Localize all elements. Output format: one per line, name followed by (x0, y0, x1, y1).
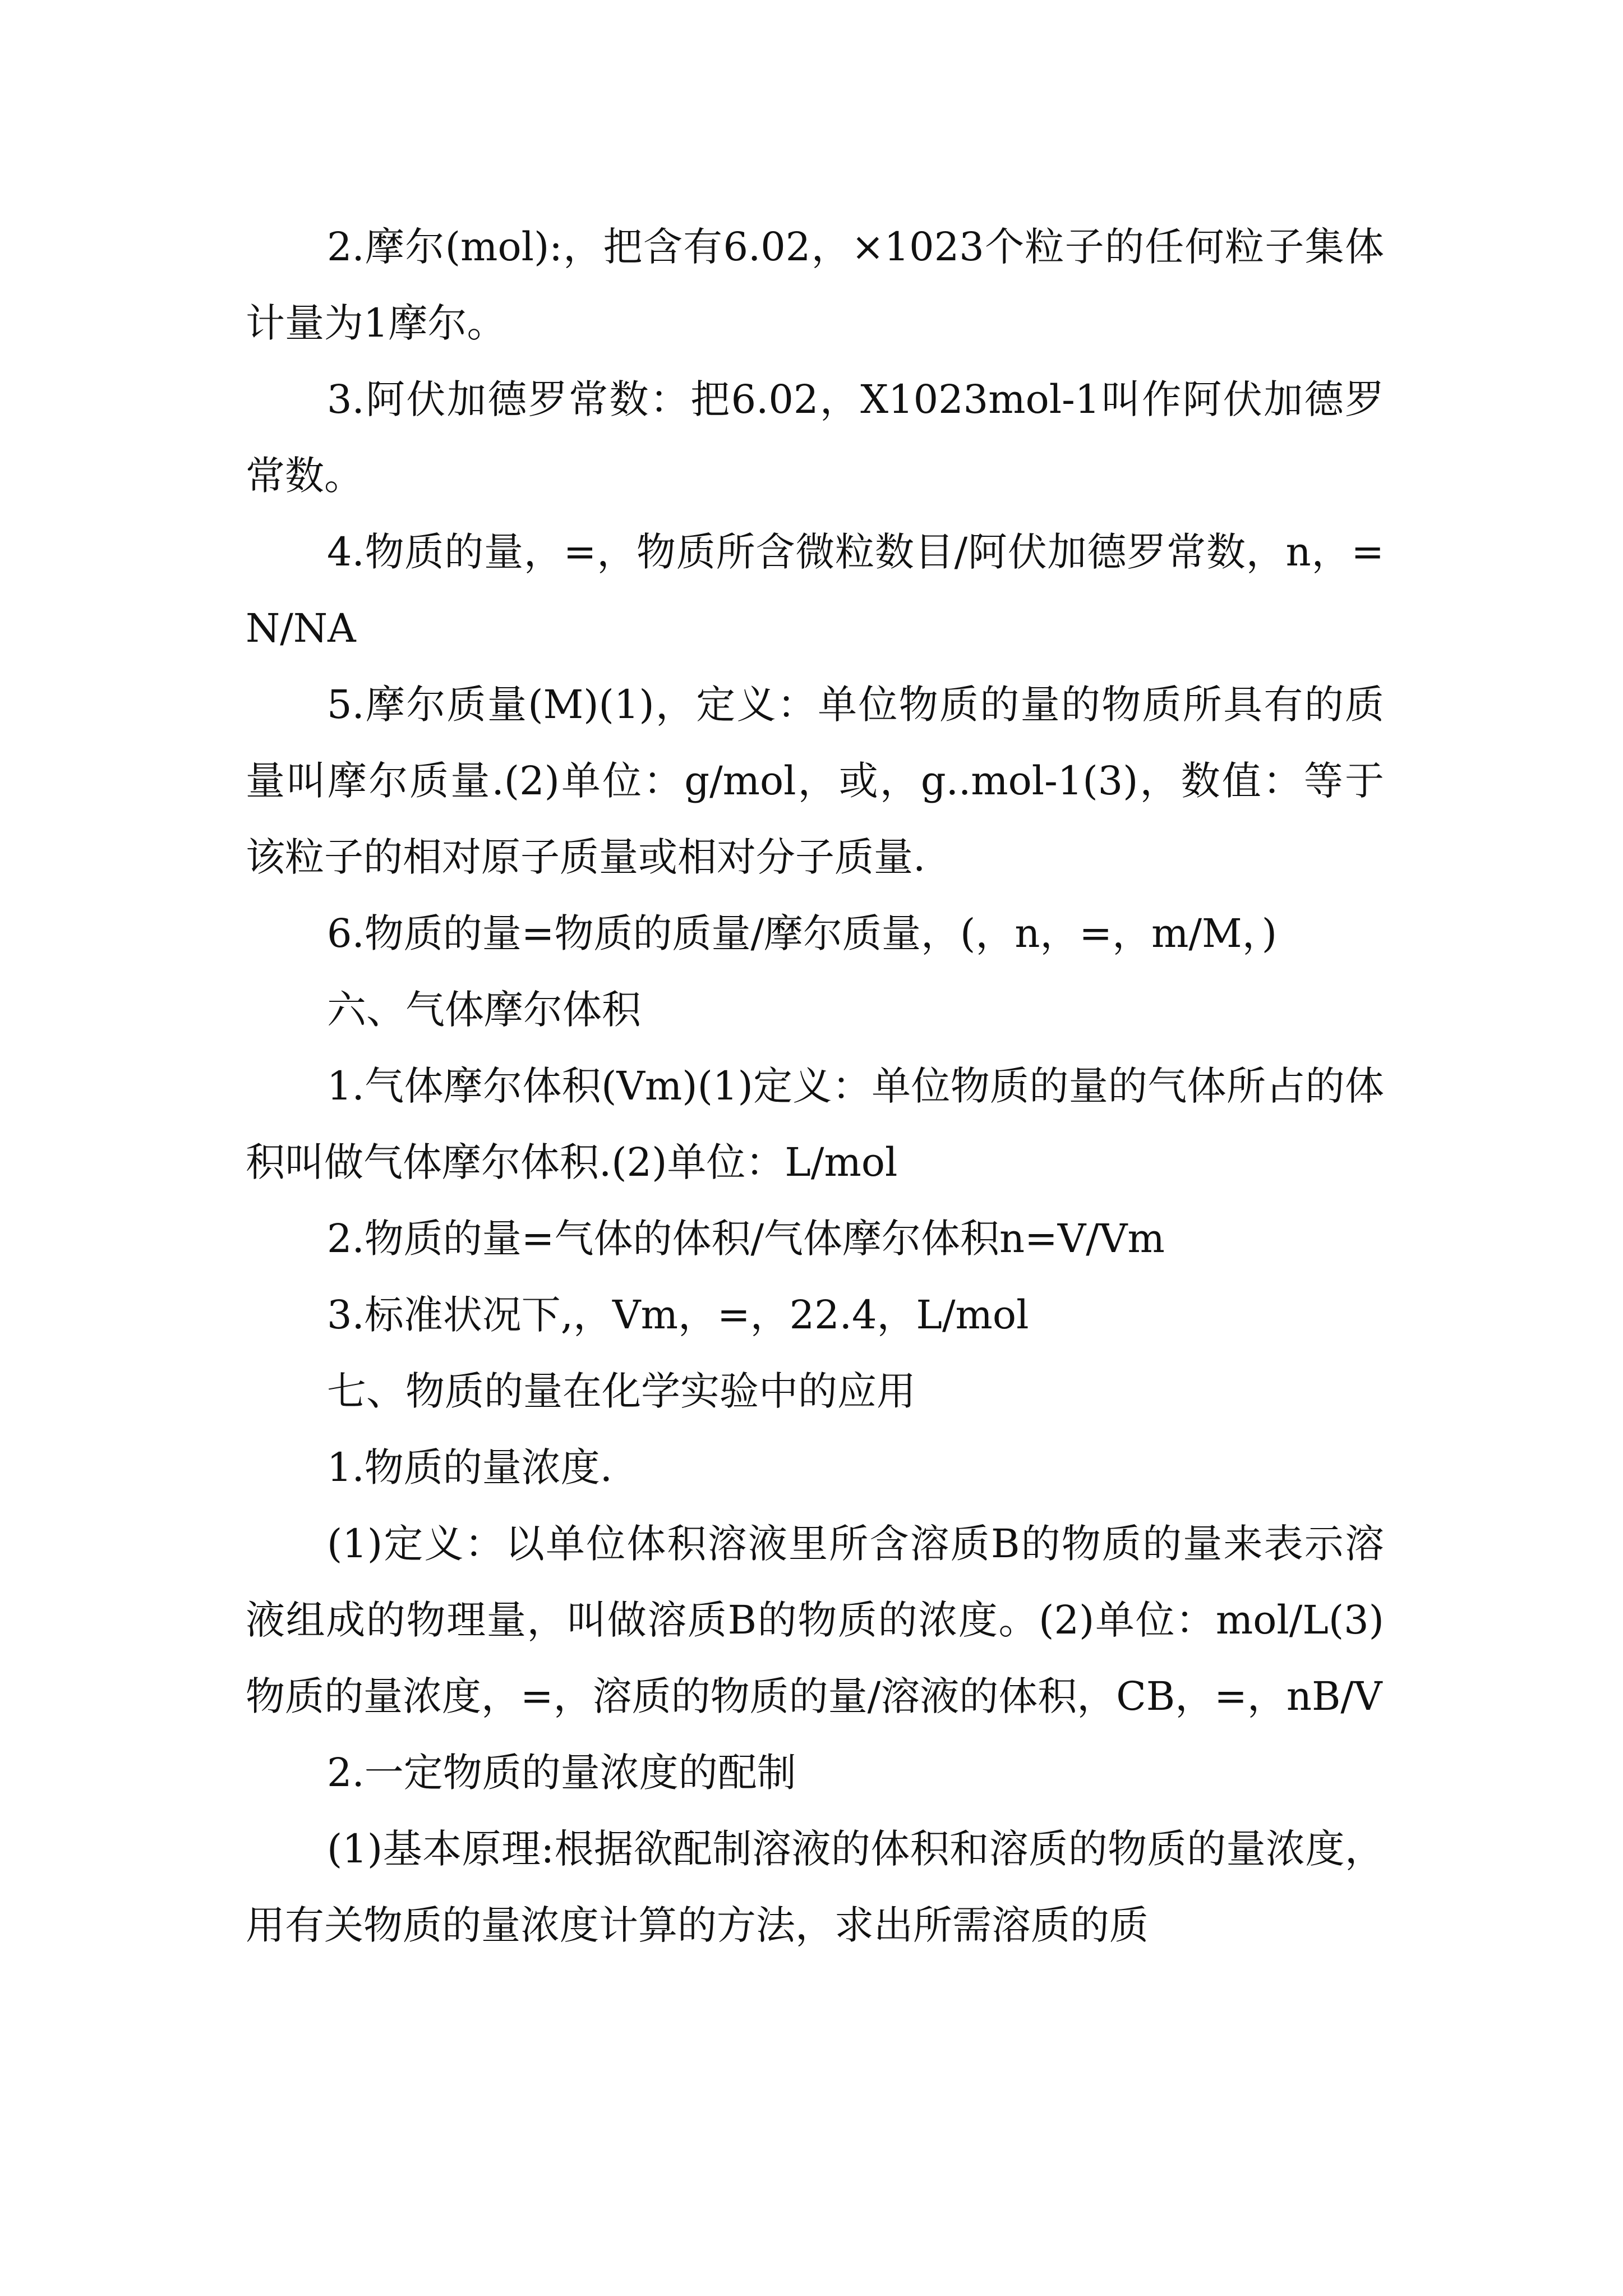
paragraph-amount-of-substance: 4.物质的量，=，物质所含微粒数目/阿伏加德罗常数，n，=N/NA (246, 529, 1384, 651)
paragraph-molar-concentration-title: 1.物质的量浓度. (327, 1444, 613, 1490)
paragraph-mole-definition: 2.摩尔(mol):，把含有6.02，×1023个粒子的任何粒子集体计量为1摩尔。 (246, 224, 1384, 346)
paragraph-molar-concentration-definition: (1)定义：以单位体积溶液里所含溶质B的物质的量来表示溶液组成的物理量，叫做溶质B的物质的浓度。(2)单位：mol/L(3)物质的量浓度，=，溶质的物质的量/溶液的体积，CB，=，nB/V (246, 1521, 1384, 1719)
paragraph-standard-conditions: 3.标准状况下,，Vm，=，22.4，L/mol (327, 1292, 1029, 1338)
paragraph-gas-molar-volume-definition: 1.气体摩尔体积(Vm)(1)定义：单位物质的量的气体所占的体积叫做气体摩尔体积.(2)单位：L/mol (246, 1063, 1384, 1185)
paragraph-avogadro-constant: 3.阿伏加德罗常数：把6.02，X1023mol-1叫作阿伏加德罗常数。 (246, 376, 1384, 499)
paragraph-basic-principle: (1)基本原理:根据欲配制溶液的体积和溶质的物质的量浓度，用有关物质的量浓度计算的方法，求出所需溶质的质 (246, 1826, 1384, 1948)
section-heading-gas-molar-volume: 六、气体摩尔体积 (327, 987, 641, 1033)
paragraph-molar-mass: 5.摩尔质量(M)(1)，定义：单位物质的量的物质所具有的质量叫摩尔质量.(2)单位：g/mol，或，g..mol-1(3)，数值：等于该粒子的相对原子质量或相对分子质量. (246, 682, 1384, 880)
document-page (246, 209, 1384, 1963)
section-heading-lab-application: 七、物质的量在化学实验中的应用 (327, 1368, 916, 1414)
paragraph-amount-mass-relation: 6.物质的量=物质的质量/摩尔质量，(，n，=，m/M，) (327, 910, 1278, 956)
paragraph-amount-volume-relation: 2.物质的量=气体的体积/气体摩尔体积n=V/Vm (327, 1216, 1165, 1262)
paragraph-solution-preparation-title: 2.一定物质的量浓度的配制 (327, 1750, 796, 1796)
